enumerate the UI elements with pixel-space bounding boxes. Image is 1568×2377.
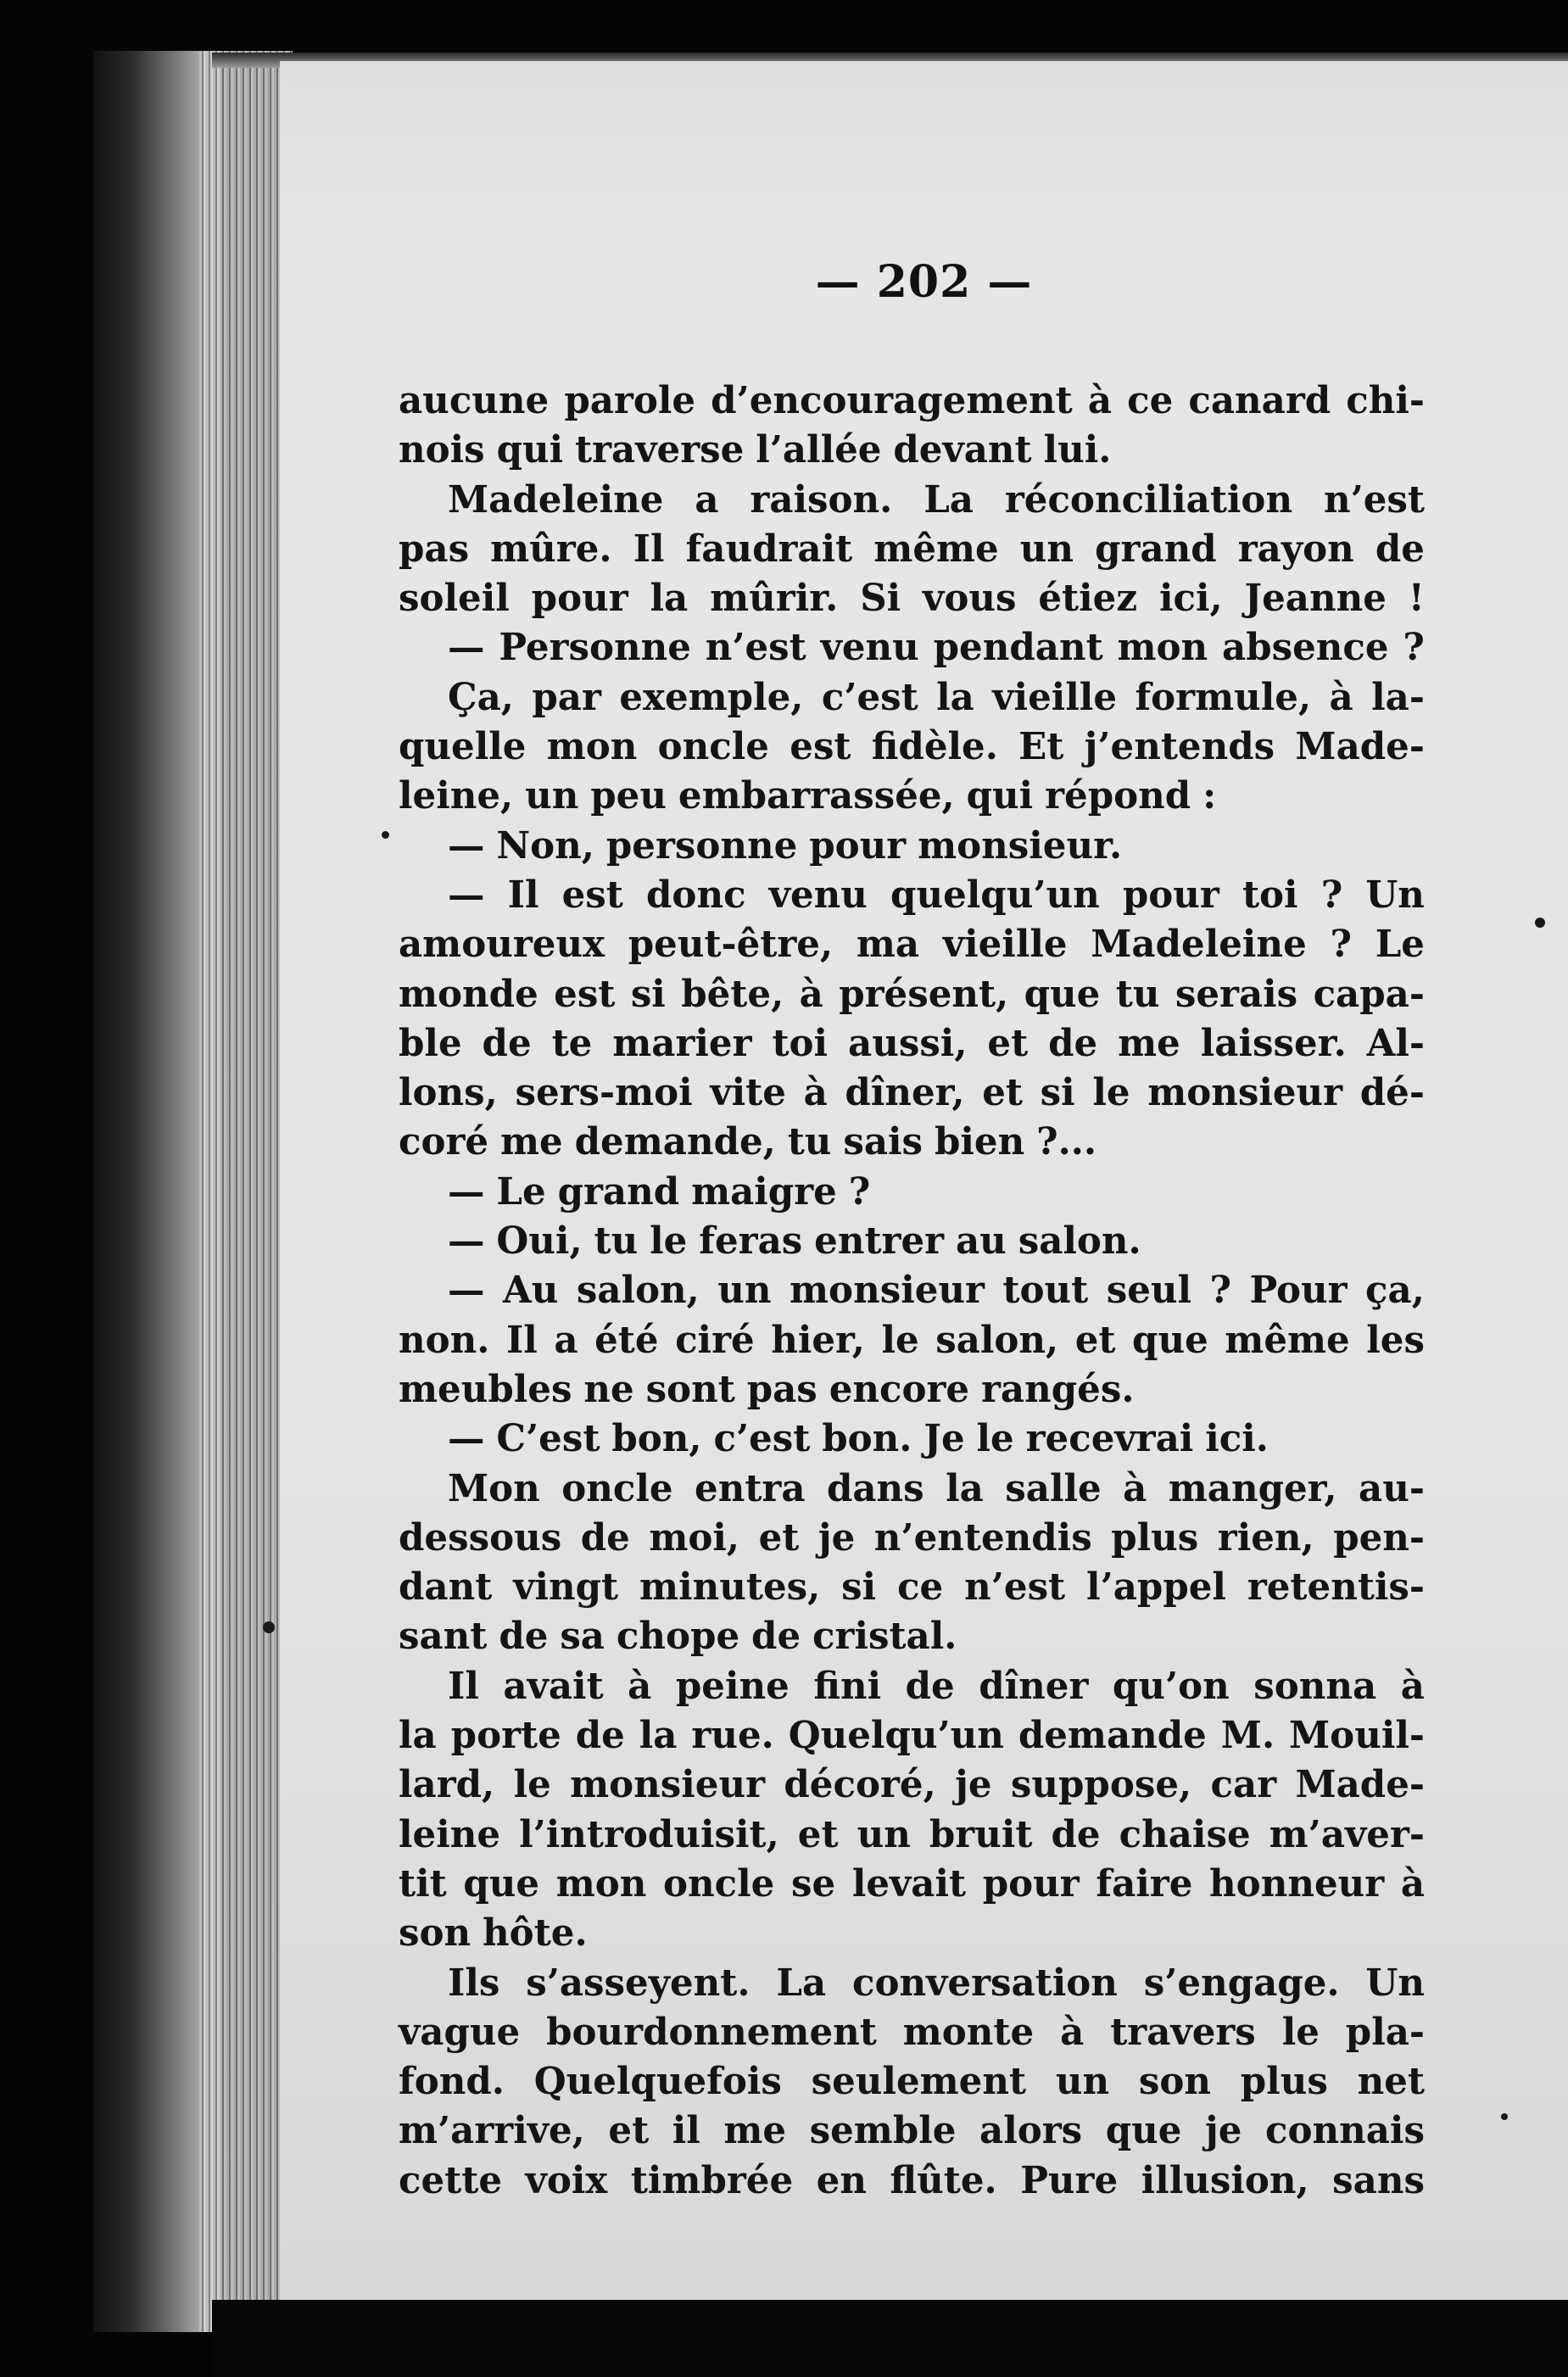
text-line: la porte de la rue. Quelqu’un demande M. Mouil-: [399, 1714, 1425, 1758]
text-line: leine l’introduisit, et un bruit de chaise m’aver-: [399, 1812, 1425, 1856]
text-line: tit que mon oncle se levait pour faire honneur à: [399, 1861, 1425, 1906]
text-line: m’arrive, et il me semble alors que je connais: [399, 2109, 1425, 2153]
text-line: aucune parole d’encouragement à ce canard chi-: [399, 379, 1425, 422]
page-number: — 202 —: [815, 256, 1033, 308]
page-edges: [199, 51, 293, 2332]
text-line: lard, le monsieur décoré, je suppose, car Made-: [399, 1763, 1425, 1807]
text-line: meubles ne sont pas encore rangés.: [399, 1367, 1135, 1411]
ink-speck: [1501, 2113, 1508, 2120]
text-line: ble de te marier toi aussi, et de me laisser. Al-: [399, 1021, 1425, 1065]
text-line: dant vingt minutes, si ce n’est l’appel retentis-: [399, 1565, 1425, 1610]
ink-speck: [382, 831, 389, 839]
body-text: [399, 377, 1425, 2206]
text-line: amoureux peut-être, ma vieille Madeleine ? Le: [399, 923, 1425, 967]
text-line: quelle mon oncle est fidèle. Et j’entends Made-: [399, 725, 1425, 769]
ink-speck: [263, 1621, 275, 1633]
text-line: — Il est donc venu quelqu’un pour toi ? Un: [448, 873, 1425, 917]
text-line: Madeleine a raison. La réconciliation n’est: [448, 477, 1425, 522]
text-line: lons, sers-moi vite à dîner, et si le monsieur dé-: [399, 1071, 1425, 1115]
text-line: monde est si bête, à présent, que tu serais capa-: [399, 972, 1425, 1016]
ink-speck: [1535, 918, 1545, 928]
text-line: Ils s’asseyent. La conversation s’engage. Un: [448, 1961, 1425, 2005]
text-line: Ça, par exemple, c’est la vieille formule, à la-: [448, 675, 1425, 719]
text-line: non. Il a été ciré hier, le salon, et que même les: [399, 1318, 1425, 1362]
text-line: pas mûre. Il faudrait même un grand rayon de: [399, 527, 1425, 571]
text-line: cette voix timbrée en flûte. Pure illusion, sans: [399, 2158, 1425, 2202]
text-line: Il avait à peine fini de dîner qu’on sonna à: [448, 1664, 1425, 1708]
text-line: vague bourdonnement monte à travers le pla-: [399, 2010, 1425, 2054]
text-line: Mon oncle entra dans la salle à manger, au-: [448, 1466, 1425, 1510]
text-line: leine, un peu embarrassée, qui répond :: [399, 774, 1217, 818]
text-line: — Non, personne pour monsieur.: [448, 823, 1123, 868]
text-line: — Le grand maigre ?: [448, 1169, 871, 1214]
text-line: fond. Quelquefois seulement un son plus net: [399, 2060, 1425, 2104]
text-line: — C’est bon, c’est bon. Je le recevrai ici.: [448, 1417, 1269, 1461]
text-line: dessous de moi, et je n’entendis plus rien, pen-: [399, 1515, 1425, 1560]
page-sheet: [280, 61, 1568, 2300]
bottom-edge: [212, 2300, 1568, 2377]
text-line: nois qui traverse l’allée devant lui.: [399, 428, 1112, 472]
text-line: — Oui, tu le feras entrer au salon.: [448, 1219, 1141, 1264]
text-line: — Personne n’est venu pendant mon absence ?: [448, 626, 1425, 670]
text-line: — Au salon, un monsieur tout seul ? Pour ça,: [448, 1269, 1425, 1313]
text-line: sant de sa chope de cristal.: [399, 1615, 957, 1659]
text-line: son hôte.: [399, 1911, 588, 1956]
text-line: soleil pour la mûrir. Si vous étiez ici, Jeanne !: [399, 577, 1425, 621]
text-line: coré me demande, tu sais bien ?...: [399, 1120, 1097, 1164]
